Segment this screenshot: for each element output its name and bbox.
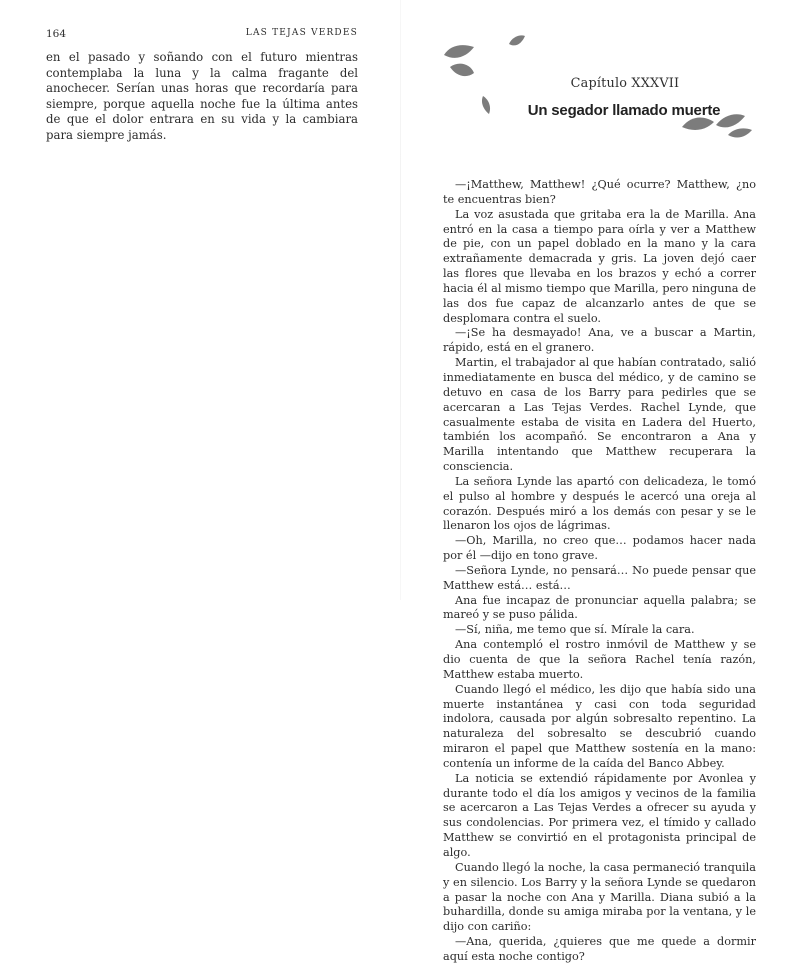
paragraph: La noticia se extendió rápidamente por Avonlea y durante todo el día los amigos y vecinos de la familia se acercaron a Las Tejas Verdes a ofrecer su ayuda y sus condolencias. Por primera vez, el tímido y callado Matthew se convirtió en el protagonista principal de algo.	[443, 771, 756, 859]
running-header	[46, 28, 358, 44]
right-page-body	[443, 178, 756, 965]
left-page-body	[46, 50, 358, 143]
paragraph: Ana contempló el rostro inmóvil de Matthew y se dio cuenta de que la señora Rachel tenía razón, Matthew estaba muerto.	[443, 638, 756, 681]
falling-leaf-icon	[448, 61, 476, 79]
paragraph: La voz asustada que gritaba era la de Marilla. Ana entró en la casa a tiempo para oírla y ver a Matthew de pie, con un papel doblado en la mano y la cara extrañamente demacrada y gris. La joven dejó caer las flores que llevaba en los brazos y echó a correr hacia él al mismo tiempo que Marilla, pero ninguna de las dos fue capaz de alcanzarlo antes de que se desplomara contra el suelo.	[443, 207, 756, 325]
paragraph: —Ana, querida, ¿quieres que me quede a dormir aquí esta noche contigo?	[443, 935, 756, 963]
paragraph: —¡Matthew, Matthew! ¿Qué ocurre? Matthew, ¿no te encuentras bien?	[443, 178, 756, 206]
paragraph: —Señora Lynde, no pensará… No puede pensar que Matthew está… está…	[443, 563, 756, 592]
falling-leaf-icon	[727, 126, 753, 140]
paragraph: —¡Se ha desmayado! Ana, ve a buscar a Martin, rápido, está en el granero.	[443, 326, 756, 355]
chapter-label: Capítulo XXXVII	[570, 76, 680, 91]
paragraph: Ana fue incapaz de pronunciar aquella palabra; se mareó y se puso pálida.	[443, 593, 756, 622]
paragraph: La señora Lynde las apartó con delicadeza, le tomó el pulso al hombre y después le acercó una oreja al corazón. Después miró a los demás con pesar y se le llenaron los ojos de lágrimas.	[443, 474, 756, 533]
left-page	[0, 0, 400, 600]
paragraph: Martin, el trabajador al que habían contratado, salió inmediatamente en busca del médico, y de camino se detuvo en casa de los Barry para pedirles que se acercaran a Las Tejas Verdes. Rachel Lynde, que casualmente estaba de visita en Ladera del Huerto, también los acompañó. Se encontraron a Ana y Marilla intentando que Matthew recuperara la consciencia.	[443, 356, 756, 474]
running-title: LAS TEJAS VERDES	[245, 28, 358, 38]
paragraph: Cuando llegó la noche, la casa permaneció tranquila y en silencio. Los Barry y la señora Lynde se quedaron a pasar la noche con Ana y Marilla. Diana subió a la buhardilla, donde su amiga miraba por la ventana, y le dijo con cariño:	[443, 860, 756, 934]
chapter-title: Un segador llamado muerte	[527, 102, 721, 119]
paragraph: Cuando llegó el médico, les dijo que había sido una muerte instantánea y casi con toda seguridad indolora, causada por algún sobresalto repentino. La naturaleza del sobresalto se descubrió cuando miraron el papel que Matthew sostenía en la mano: contenía un informe de la caída del Banco Abbey.	[443, 682, 756, 770]
paragraph: —Oh, Marilla, no creo que… podamos hacer nada por él —dijo en tono grave.	[443, 534, 756, 563]
falling-leaf-icon	[442, 43, 476, 63]
falling-leaf-icon	[478, 95, 494, 115]
paragraph: en el pasado y soñando con el futuro mientras contemplaba la luna y la calma fragante del anochecer. Serían unas horas que recordaría para siempre, porque aquella noche fue la última antes de que el dolor entrara en su vida y la cambiara para siempre jamás.	[46, 50, 358, 142]
falling-leaf-icon	[508, 34, 526, 50]
right-page	[400, 0, 800, 963]
page-number: 164	[46, 28, 67, 40]
paragraph: —Sí, niña, me temo que sí. Mírale la cara.	[455, 623, 695, 637]
